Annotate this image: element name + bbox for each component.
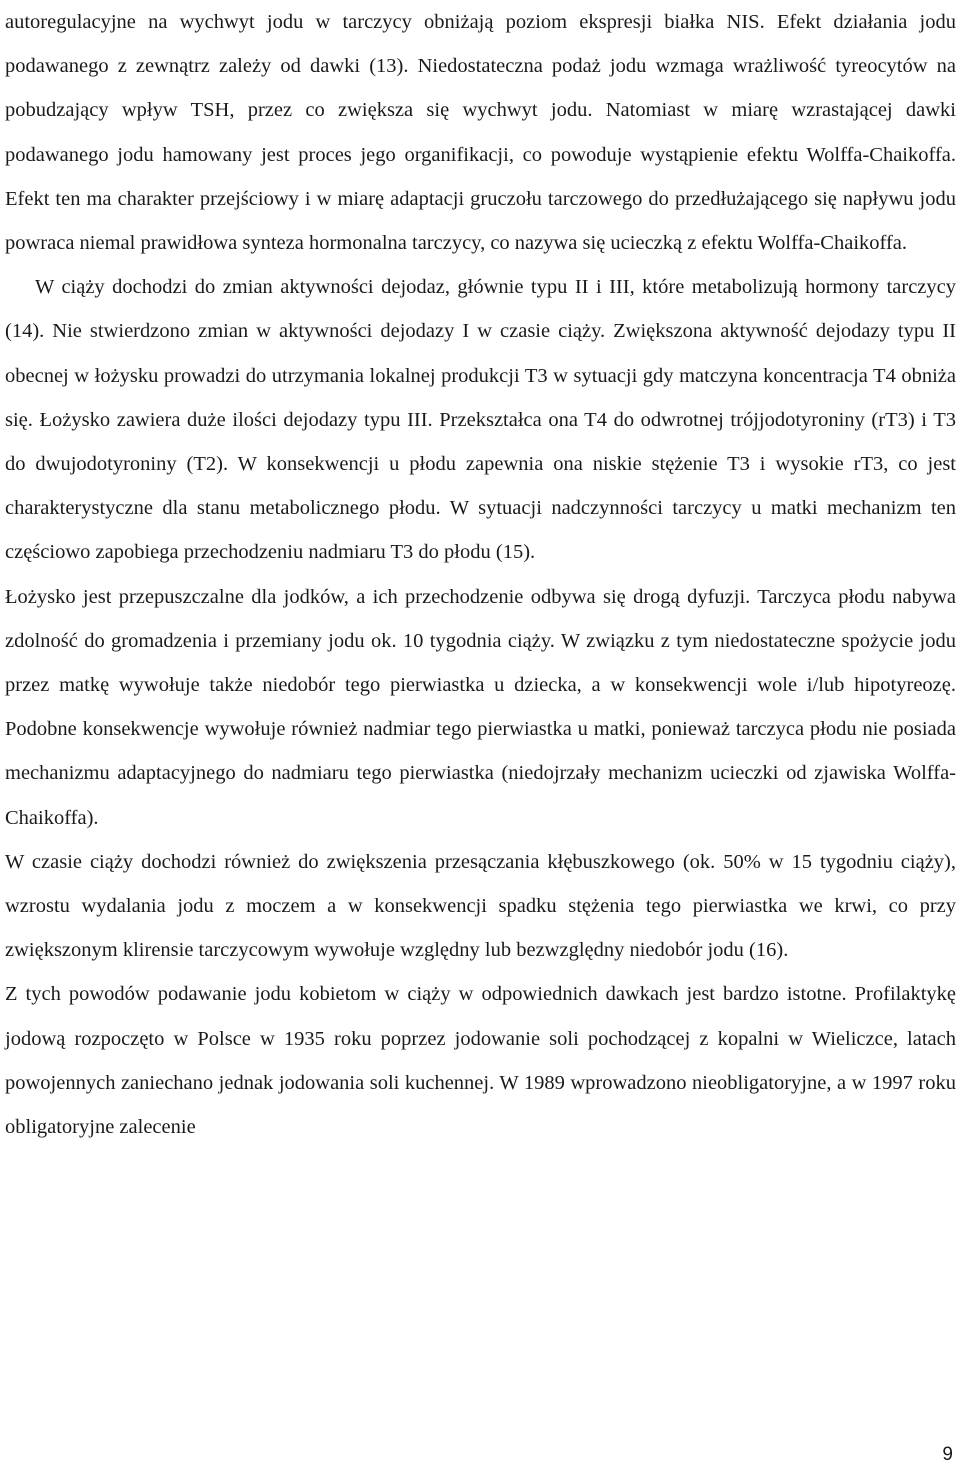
page-number: 9	[942, 1444, 953, 1465]
paragraph-1: autoregulacyjne na wychwyt jodu w tarczycy obniżają poziom ekspresji białka NIS. Efekt działania jodu podawanego z zewnątrz zależy od dawki (13). Niedostateczna podaż jodu wzmaga wrażliwość tyreocytów na pobudzający wpływ TSH, przez co zwiększa się wychwyt jodu. Natomiast w miarę wzrastającej dawki podawanego jodu hamowany jest proces jego organifikacji, co powoduje wystąpienie efektu Wolffa-Chaikoffa. Efekt ten ma charakter przejściowy i w miarę adaptacji gruczołu tarczowego do przedłużającego się napływu jodu powraca niemal prawidłowa synteza hormonalna tarczycy, co nazywa się ucieczką z efektu Wolffa-Chaikoffa.	[5, 11, 956, 255]
paragraph-5: Z tych powodów podawanie jodu kobietom w ciąży w odpowiednich dawkach jest bardzo istotne. Profilaktykę jodową rozpoczęto w Polsce w 1935 roku poprzez jodowanie soli pochodzącej z kopalni w Wieliczce, latach powojennych zaniechano jednak jodowania soli kuchennej. W 1989 wprowadzono nieobligatoryjne, a w 1997 roku obligatoryjne zalecenie	[5, 983, 956, 1139]
paragraph-2: W ciąży dochodzi do zmian aktywności dejodaz, głównie typu II i III, które metabolizują hormony tarczycy (14). Nie stwierdzono zmian w aktywności dejodazy I w czasie ciąży. Zwiększona aktywność dejodazy typu II obecnej w łożysku prowadzi do utrzymania lokalnej produkcji T3 w sytuacji gdy matczyna koncentracja T4 obniża się. Łożysko zawiera duże ilości dejodazy typu III. Przekształca ona T4 do odwrotnej trójjodotyroniny (rT3) i T3 do dwujodotyroniny (T2). W konsekwencji u płodu zapewnia ona niskie stężenie T3 i wysokie rT3, co jest charakterystyczne dla stanu metabolicznego płodu. W sytuacji nadczynności tarczycy u matki mechanizm ten częściowo zapobiega przechodzeniu nadmiaru T3 do płodu (15).	[5, 276, 956, 564]
paragraph-4: W czasie ciąży dochodzi również do zwiększenia przesączania kłębuszkowego (ok. 50% w 15 tygodniu ciąży), wzrostu wydalania jodu z moczem a w konsekwencji spadku stężenia tego pierwiastka we krwi, co przy zwiększonym klirensie tarczycowym wywołuje względny lub bezwzględny niedobór jodu (16).	[5, 850, 956, 962]
document-body	[5, 0, 956, 1149]
paragraph-3: Łożysko jest przepuszczalne dla jodków, a ich przechodzenie odbywa się drogą dyfuzji. Tarczyca płodu nabywa zdolność do gromadzenia i przemiany jodu ok. 10 tygodnia ciąży. W związku z tym niedostateczne spożycie jodu przez matkę wywołuje także niedobór tego pierwiastka u dziecka, a w konsekwencji wole i/lub hipotyreozę. Podobne konsekwencje wywołuje również nadmiar tego pierwiastka u matki, ponieważ tarczyca płodu nie posiada mechanizmu adaptacyjnego do nadmiaru tego pierwiastka (niedojrzały mechanizm ucieczki od zjawiska Wolffa-Chaikoffa).	[5, 585, 956, 829]
